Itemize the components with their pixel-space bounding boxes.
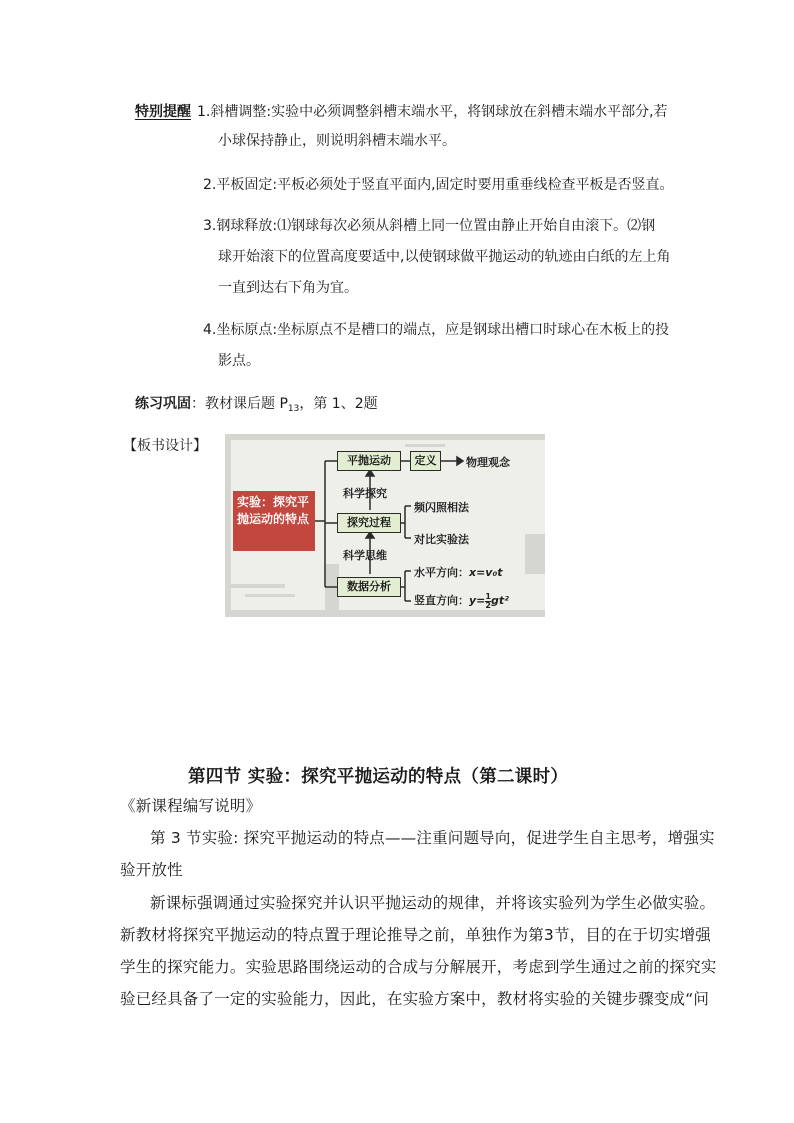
node-definition: 定义 <box>410 451 441 471</box>
node-process: 探究过程 <box>337 513 401 533</box>
tip-1-line-1: 1.斜槽调整:实验中必须调整斜槽末端水平，将钢球放在斜槽末端水平部分,若 <box>197 104 668 120</box>
tip-4-line-2: 影点。 <box>218 353 260 369</box>
tip-3-line-3: 一直到达右下角为宜。 <box>218 280 358 296</box>
science-thinking-label: 科学思维 <box>343 549 387 562</box>
para2-line-4: 验已经具备了一定的实验能力，因此，在实验方案中，教材将实验的关键步骤变成“问 <box>120 990 710 1008</box>
tip-3-line-2: 球开始滚下的位置高度要适中,以使钢球做平抛运动的轨迹由白纸的左上角 <box>218 249 671 265</box>
node-data-analysis: 数据分析 <box>337 577 401 597</box>
tip-1-line-2: 小球保持静止，则说明斜槽末端水平。 <box>218 133 456 149</box>
para2-line-2: 新教材将探究平抛运动的特点置于理论推导之前，单独作为第3节，目的在于切实增强 <box>120 926 711 944</box>
board-label: 【板书设计】 <box>123 438 207 454</box>
tip-3-line-1: 3.钢球释放:⑴钢球每次必须从斜槽上同一位置由静止开始自由滚下。⑵钢 <box>203 218 656 234</box>
tips-label: 特别提醒 <box>135 104 191 120</box>
node-pingpao: 平抛运动 <box>337 451 401 471</box>
tip-4-line-1: 4.坐标原点:坐标原点不是槽口的端点，应是钢球出槽口时球心在木板上的投 <box>203 322 670 338</box>
practice-page-sub: 13 <box>287 404 300 414</box>
vertical-eq-prefix: y= <box>469 594 486 607</box>
section-subtitle: 《新课程编写说明》 <box>120 797 262 815</box>
practice-text-suffix: ，第 1、2题 <box>299 396 378 412</box>
process-item-2: 对比实验法 <box>414 533 469 546</box>
practice-line <box>135 396 378 412</box>
fraction-denominator: 2 <box>485 600 491 610</box>
para2-line-3: 学生的探究能力。实验思路围绕运动的合成与分解展开，考虑到学生通过之前的探究实 <box>120 958 717 976</box>
section-title: 第四节 实验：探究平抛运动的特点（第二课时） <box>188 767 569 787</box>
practice-text-prefix: ：教材课后题 P <box>191 396 288 412</box>
fraction-numerator: 1 <box>485 591 491 601</box>
science-explore-label: 科学探究 <box>343 487 387 500</box>
practice-label: 练习巩固 <box>135 396 191 412</box>
analysis-item-2 <box>414 592 509 610</box>
para1-line-2: 验开放性 <box>120 861 183 879</box>
para1-line-1: 第 3 节实验: 探究平抛运动的特点——注重问题导向，促进学生自主思考，增强实 <box>150 829 715 847</box>
para2-line-1: 新课标强调通过实验探究并认识平抛运动的规律，并将该实验列为学生必做实验。 <box>150 894 716 912</box>
horizontal-eq: x=v₀t <box>469 566 503 579</box>
horizontal-label: 水平方向： <box>414 566 469 579</box>
tip-2-line-1: 2.平板固定:平板必须处于竖直平面内,固定时要用重垂线检查平板是否竖直。 <box>203 177 674 193</box>
analysis-item-1 <box>414 564 503 580</box>
vertical-label: 竖直方向： <box>414 594 469 607</box>
board-diagram <box>225 434 545 617</box>
concept-label: 物理观念 <box>466 456 510 469</box>
diagram-main-box: 实验：探究平抛运动的特点 <box>233 491 315 551</box>
process-item-1: 频闪照相法 <box>414 501 469 514</box>
vertical-eq-suffix: gt² <box>490 594 509 607</box>
